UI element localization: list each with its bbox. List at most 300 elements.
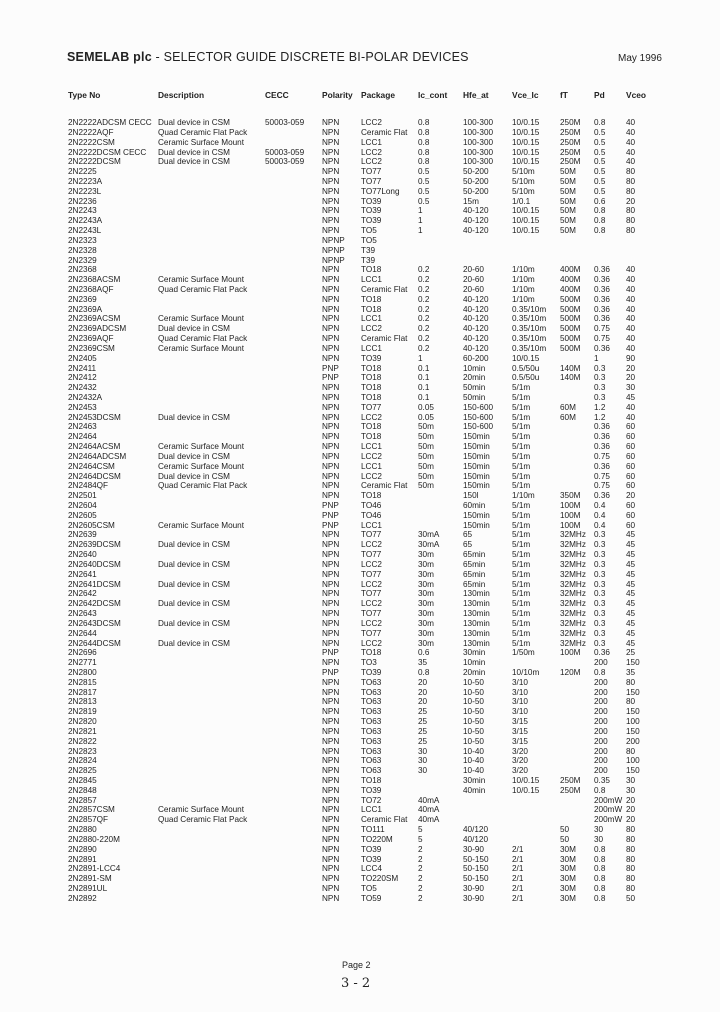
cell-package: TO18 bbox=[361, 294, 382, 304]
cell-vceo: 30 bbox=[626, 785, 636, 795]
cell-vceo: 20 bbox=[626, 805, 636, 815]
cell-vceo: 60 bbox=[626, 422, 636, 432]
cell-ic-cont: 50m bbox=[418, 451, 434, 461]
cell-type-no: 2N2848 bbox=[68, 785, 97, 795]
cell-polarity: NPN bbox=[322, 530, 340, 540]
cell-hfe-at: 50-200 bbox=[463, 186, 489, 196]
cell-hfe-at: 10-40 bbox=[463, 756, 484, 766]
cell-ft: 250M bbox=[560, 118, 581, 127]
cell-type-no: 2N2643 bbox=[68, 609, 97, 618]
cell-polarity: NPN bbox=[322, 540, 340, 550]
cell-polarity: NPN bbox=[322, 726, 340, 736]
cell-package: TO63 bbox=[361, 756, 382, 766]
cell-ic-cont: 30m bbox=[418, 559, 434, 569]
cell-hfe-at: 40/120 bbox=[463, 834, 489, 844]
cell-polarity: NPN bbox=[322, 284, 340, 294]
cell-ic-cont: 40mA bbox=[418, 795, 440, 805]
cell-vce-ic: 5/1m bbox=[512, 540, 531, 550]
cell-vceo: 45 bbox=[626, 530, 636, 540]
cell-polarity: NPN bbox=[322, 864, 340, 874]
cell-ic-cont: 30m bbox=[418, 638, 434, 648]
table-row bbox=[0, 737, 720, 747]
cell-description: Dual device in CSM bbox=[158, 618, 230, 628]
cell-ft: 500M bbox=[560, 304, 581, 314]
table-row bbox=[0, 609, 720, 619]
cell-ft: 50M bbox=[560, 196, 576, 206]
cell-vceo: 60 bbox=[626, 501, 636, 510]
cell-package: LCC2 bbox=[361, 324, 382, 334]
cell-vceo: 30 bbox=[626, 383, 636, 393]
cell-vce-ic: 5/1m bbox=[512, 569, 531, 579]
cell-vce-ic: 10/10m bbox=[512, 667, 540, 677]
cell-ic-cont: 50m bbox=[418, 461, 434, 471]
cell-pd: 0.36 bbox=[594, 284, 610, 294]
cell-package: LCC1 bbox=[361, 442, 382, 452]
cell-type-no: 2N2329 bbox=[68, 255, 97, 265]
cell-pd: 0.3 bbox=[594, 589, 606, 599]
cell-polarity: NPN bbox=[322, 216, 340, 226]
cell-ic-cont: 0.2 bbox=[418, 275, 430, 285]
cell-polarity: NPN bbox=[322, 491, 340, 501]
cell-vceo: 80 bbox=[626, 854, 636, 864]
cell-polarity: NPN bbox=[322, 226, 340, 235]
cell-vce-ic: 5/10m bbox=[512, 176, 535, 186]
cell-type-no: 2N2464CSM bbox=[68, 461, 115, 471]
cell-ft: 50M bbox=[560, 226, 576, 235]
cell-ft: 400M bbox=[560, 284, 581, 294]
cell-type-no: 2N2453 bbox=[68, 402, 97, 412]
cell-pd: 0.36 bbox=[594, 265, 610, 275]
column-header-description: Description bbox=[158, 90, 205, 100]
column-header-cecc: CECC bbox=[265, 90, 289, 100]
page-number: Page 2 bbox=[342, 960, 371, 970]
cell-package: LCC2 bbox=[361, 579, 382, 589]
cell-hfe-at: 40-120 bbox=[463, 304, 489, 314]
cell-description: Dual device in CSM bbox=[158, 540, 230, 550]
cell-cecc: 50003-059 bbox=[265, 157, 305, 167]
table-row bbox=[0, 138, 720, 148]
cell-type-no: 2N2605 bbox=[68, 510, 97, 520]
cell-type-no: 2N2642 bbox=[68, 589, 97, 599]
cell-polarity: NPN bbox=[322, 471, 340, 481]
cell-ft: 30M bbox=[560, 854, 576, 864]
cell-package: TO63 bbox=[361, 766, 382, 776]
cell-polarity: NPN bbox=[322, 559, 340, 569]
cell-type-no: 2N2225 bbox=[68, 167, 97, 177]
cell-ft: 400M bbox=[560, 275, 581, 285]
cell-ft: 50M bbox=[560, 206, 576, 216]
table-row bbox=[0, 491, 720, 501]
cell-hfe-at: 150min bbox=[463, 510, 490, 520]
cell-ic-cont: 0.2 bbox=[418, 334, 430, 343]
cell-ic-cont: 0.6 bbox=[418, 648, 430, 658]
cell-polarity: NPNP bbox=[322, 255, 345, 265]
cell-ic-cont: 1 bbox=[418, 226, 423, 235]
cell-vceo: 20 bbox=[626, 196, 636, 206]
cell-ic-cont: 0.05 bbox=[418, 402, 434, 412]
cell-ft: 50M bbox=[560, 186, 576, 196]
cell-package: TO77 bbox=[361, 589, 382, 599]
cell-polarity: NPN bbox=[322, 609, 340, 618]
cell-pd: 0.36 bbox=[594, 275, 610, 285]
cell-package: LCC1 bbox=[361, 461, 382, 471]
cell-hfe-at: 10-50 bbox=[463, 697, 484, 707]
cell-ic-cont: 2 bbox=[418, 893, 423, 903]
cell-polarity: NPN bbox=[322, 638, 340, 648]
cell-vce-ic: 10/0.15 bbox=[512, 216, 540, 226]
cell-ft: 30M bbox=[560, 893, 576, 903]
cell-polarity: NPN bbox=[322, 334, 340, 343]
cell-ic-cont: 30mA bbox=[418, 540, 440, 550]
cell-pd: 0.3 bbox=[594, 373, 606, 383]
cell-type-no: 2N2368 bbox=[68, 265, 97, 275]
cell-type-no: 2N2823 bbox=[68, 746, 97, 756]
cell-package: TO18 bbox=[361, 648, 382, 658]
cell-pd: 0.3 bbox=[594, 530, 606, 540]
cell-vce-ic: 5/1m bbox=[512, 638, 531, 648]
cell-type-no: 2N2641DCSM bbox=[68, 579, 121, 589]
cell-hfe-at: 10-40 bbox=[463, 746, 484, 756]
cell-polarity: PNP bbox=[322, 501, 339, 510]
document-title: - SELECTOR GUIDE DISCRETE BI-POLAR DEVICES bbox=[155, 50, 469, 64]
table-row bbox=[0, 403, 720, 413]
cell-pd: 0.75 bbox=[594, 451, 610, 461]
cell-vceo: 40 bbox=[626, 157, 636, 167]
cell-vceo: 45 bbox=[626, 638, 636, 648]
cell-vceo: 80 bbox=[626, 864, 636, 874]
cell-package: LCC2 bbox=[361, 412, 382, 422]
cell-vce-ic: 5/10m bbox=[512, 186, 535, 196]
cell-type-no: 2N2813 bbox=[68, 697, 97, 707]
table-row bbox=[0, 786, 720, 796]
cell-vceo: 80 bbox=[626, 834, 636, 844]
cell-polarity: NPN bbox=[322, 432, 340, 442]
cell-package: Ceramic Flat bbox=[361, 481, 408, 491]
cell-polarity: PNP bbox=[322, 648, 339, 658]
cell-vceo: 45 bbox=[626, 599, 636, 609]
cell-vce-ic: 3/10 bbox=[512, 687, 528, 697]
cell-vce-ic: 3/15 bbox=[512, 717, 528, 726]
cell-vce-ic: 2/1 bbox=[512, 864, 524, 874]
cell-description: Quad Ceramic Flat Pack bbox=[158, 127, 248, 137]
cell-package: TO77 bbox=[361, 550, 382, 560]
column-header-vce-ic: Vce_Ic bbox=[512, 90, 539, 100]
table-row bbox=[0, 560, 720, 570]
cell-vceo: 80 bbox=[626, 884, 636, 893]
cell-ic-cont: 2 bbox=[418, 844, 423, 854]
cell-ft: 30M bbox=[560, 864, 576, 874]
cell-vce-ic: 3/15 bbox=[512, 736, 528, 746]
cell-type-no: 2N2369AQF bbox=[68, 334, 114, 343]
table-row bbox=[0, 570, 720, 580]
cell-ic-cont: 0.5 bbox=[418, 167, 430, 177]
table-row bbox=[0, 177, 720, 187]
table-row bbox=[0, 727, 720, 737]
cell-hfe-at: 10-50 bbox=[463, 677, 484, 687]
cell-ic-cont: 25 bbox=[418, 726, 428, 736]
cell-ic-cont: 25 bbox=[418, 717, 428, 726]
cell-polarity: NPN bbox=[322, 137, 340, 147]
cell-type-no: 2N2644 bbox=[68, 628, 97, 638]
cell-vce-ic: 10/0.15 bbox=[512, 127, 540, 137]
cell-pd: 0.75 bbox=[594, 481, 610, 491]
cell-package: TO77 bbox=[361, 167, 382, 177]
cell-ic-cont: 0.05 bbox=[418, 412, 434, 422]
cell-pd: 0.36 bbox=[594, 343, 610, 353]
cell-pd: 0.3 bbox=[594, 540, 606, 550]
cell-hfe-at: 10-50 bbox=[463, 736, 484, 746]
cell-polarity: NPN bbox=[322, 707, 340, 717]
cell-ic-cont: 0.8 bbox=[418, 147, 430, 157]
cell-vce-ic: 0.5/50u bbox=[512, 363, 540, 373]
cell-hfe-at: 130min bbox=[463, 618, 490, 628]
cell-package: TO63 bbox=[361, 697, 382, 707]
cell-hfe-at: 40-120 bbox=[463, 324, 489, 334]
cell-description: Ceramic Surface Mount bbox=[158, 314, 245, 324]
table-row bbox=[0, 668, 720, 678]
cell-vce-ic: 3/20 bbox=[512, 756, 528, 766]
cell-vce-ic: 0.35/10m bbox=[512, 314, 547, 324]
cell-pd: 0.3 bbox=[594, 638, 606, 648]
cell-package: TO39 bbox=[361, 854, 382, 864]
cell-package: TO111 bbox=[361, 825, 385, 834]
cell-ft: 60M bbox=[560, 402, 576, 412]
table-row bbox=[0, 393, 720, 403]
cell-ic-cont: 50m bbox=[418, 481, 434, 491]
cell-package: TO77 bbox=[361, 569, 382, 579]
table-row bbox=[0, 373, 720, 383]
cell-polarity: PNP bbox=[322, 520, 339, 530]
cell-type-no: 2N2223L bbox=[68, 186, 102, 196]
cell-description: Dual device in CSM bbox=[158, 559, 230, 569]
cell-ic-cont: 2 bbox=[418, 874, 423, 884]
table-row bbox=[0, 815, 720, 825]
cell-type-no: 2N2222CSM bbox=[68, 137, 115, 147]
cell-pd: 0.3 bbox=[594, 393, 606, 402]
cell-type-no: 2N2464 bbox=[68, 432, 97, 442]
cell-package: TO46 bbox=[361, 510, 382, 520]
cell-hfe-at: 10-50 bbox=[463, 687, 484, 697]
cell-type-no: 2N2771 bbox=[68, 658, 97, 668]
cell-description: Dual device in CSM bbox=[158, 412, 230, 422]
cell-package: TO18 bbox=[361, 265, 382, 275]
cell-pd: 0.36 bbox=[594, 422, 610, 432]
cell-vceo: 60 bbox=[626, 461, 636, 471]
cell-ft: 30M bbox=[560, 874, 576, 884]
cell-package: LCC1 bbox=[361, 343, 382, 353]
table-row bbox=[0, 206, 720, 216]
cell-ft: 500M bbox=[560, 334, 581, 343]
cell-polarity: NPN bbox=[322, 314, 340, 324]
cell-type-no: 2N2644DCSM bbox=[68, 638, 121, 648]
cell-hfe-at: 130min bbox=[463, 628, 490, 638]
cell-hfe-at: 40min bbox=[463, 785, 486, 795]
cell-ic-cont: 20 bbox=[418, 697, 428, 707]
cell-type-no: 2N2323 bbox=[68, 235, 97, 245]
table-row bbox=[0, 305, 720, 315]
cell-type-no: 2N2891-SM bbox=[68, 874, 112, 884]
cell-cecc: 50003-059 bbox=[265, 147, 305, 157]
cell-type-no: 2N2825 bbox=[68, 766, 97, 776]
cell-pd: 200 bbox=[594, 687, 608, 697]
cell-package: TO18 bbox=[361, 491, 382, 501]
cell-package: TO77 bbox=[361, 402, 382, 412]
cell-ic-cont: 0.2 bbox=[418, 314, 430, 324]
cell-pd: 0.5 bbox=[594, 176, 606, 186]
cell-ic-cont: 25 bbox=[418, 736, 428, 746]
cell-package: LCC2 bbox=[361, 559, 382, 569]
cell-type-no: 2N2817 bbox=[68, 687, 97, 697]
cell-polarity: NPN bbox=[322, 589, 340, 599]
cell-ic-cont: 0.2 bbox=[418, 304, 430, 314]
cell-description: Quad Ceramic Flat Pack bbox=[158, 815, 248, 825]
cell-package: TO63 bbox=[361, 707, 382, 717]
table-row bbox=[0, 216, 720, 226]
cell-description: Dual device in CSM bbox=[158, 599, 230, 609]
table-row bbox=[0, 265, 720, 275]
cell-vce-ic: 1/10m bbox=[512, 491, 535, 501]
cell-package: TO77 bbox=[361, 530, 382, 540]
cell-ic-cont: 30 bbox=[418, 756, 428, 766]
cell-ft: 500M bbox=[560, 343, 581, 353]
column-header-pd: Pd bbox=[594, 90, 605, 100]
cell-ic-cont: 1 bbox=[418, 353, 423, 363]
cell-ic-cont: 0.5 bbox=[418, 176, 430, 186]
table-row bbox=[0, 275, 720, 285]
table-row bbox=[0, 688, 720, 698]
cell-polarity: NPN bbox=[322, 167, 340, 177]
cell-ic-cont: 2 bbox=[418, 884, 423, 893]
cell-type-no: 2N2822 bbox=[68, 736, 97, 746]
cell-ic-cont: 50m bbox=[418, 471, 434, 481]
cell-pd: 0.4 bbox=[594, 501, 606, 510]
cell-hfe-at: 150min bbox=[463, 471, 490, 481]
company-name: SEMELAB plc bbox=[67, 50, 152, 64]
cell-type-no: 2N2819 bbox=[68, 707, 97, 717]
column-header-type-no: Type No bbox=[68, 90, 101, 100]
cell-description: Ceramic Surface Mount bbox=[158, 137, 245, 147]
cell-ft: 32MHz bbox=[560, 559, 586, 569]
cell-vceo: 60 bbox=[626, 451, 636, 461]
cell-type-no: 2N2891UL bbox=[68, 884, 108, 893]
cell-vceo: 150 bbox=[626, 658, 640, 668]
cell-type-no: 2N2328 bbox=[68, 245, 97, 255]
cell-ft: 250M bbox=[560, 775, 581, 785]
table-row bbox=[0, 639, 720, 649]
cell-type-no: 2N2411 bbox=[68, 363, 97, 373]
cell-polarity: NPN bbox=[322, 825, 340, 834]
cell-ft: 32MHz bbox=[560, 530, 586, 540]
cell-package: LCC2 bbox=[361, 157, 382, 167]
table-row bbox=[0, 678, 720, 688]
cell-hfe-at: 40-120 bbox=[463, 343, 489, 353]
cell-package: LCC1 bbox=[361, 314, 382, 324]
cell-vceo: 20 bbox=[626, 373, 636, 383]
cell-vceo: 40 bbox=[626, 343, 636, 353]
cell-ft: 350M bbox=[560, 491, 581, 501]
cell-vceo: 45 bbox=[626, 393, 636, 402]
table-row bbox=[0, 481, 720, 491]
cell-pd: 0.5 bbox=[594, 167, 606, 177]
cell-hfe-at: 130min bbox=[463, 609, 490, 618]
cell-polarity: NPNP bbox=[322, 245, 345, 255]
cell-vceo: 45 bbox=[626, 609, 636, 618]
table-row bbox=[0, 236, 720, 246]
cell-vceo: 25 bbox=[626, 648, 636, 658]
cell-polarity: NPN bbox=[322, 717, 340, 726]
cell-polarity: NPN bbox=[322, 599, 340, 609]
document-date: May 1996 bbox=[618, 53, 662, 64]
cell-polarity: NPN bbox=[322, 196, 340, 206]
cell-type-no: 2N2501 bbox=[68, 491, 97, 501]
cell-ft: 500M bbox=[560, 324, 581, 334]
cell-description: Ceramic Surface Mount bbox=[158, 520, 245, 530]
cell-type-no: 2N2222ADCSM CECC bbox=[68, 118, 152, 127]
cell-vceo: 80 bbox=[626, 206, 636, 216]
cell-pd: 200 bbox=[594, 736, 608, 746]
cell-vce-ic: 5/1m bbox=[512, 383, 531, 393]
cell-vceo: 45 bbox=[626, 589, 636, 599]
cell-vceo: 45 bbox=[626, 540, 636, 550]
cell-hfe-at: 30min bbox=[463, 648, 486, 658]
cell-polarity: NPN bbox=[322, 393, 340, 402]
table-row bbox=[0, 364, 720, 374]
cell-pd: 30 bbox=[594, 834, 604, 844]
cell-package: Ceramic Flat bbox=[361, 127, 408, 137]
table-row bbox=[0, 246, 720, 256]
cell-polarity: NPN bbox=[322, 304, 340, 314]
cell-hfe-at: 30-90 bbox=[463, 893, 484, 903]
cell-package: TO63 bbox=[361, 687, 382, 697]
cell-ft: 140M bbox=[560, 363, 581, 373]
cell-hfe-at: 40-120 bbox=[463, 334, 489, 343]
cell-polarity: NPN bbox=[322, 265, 340, 275]
table-row bbox=[0, 452, 720, 462]
cell-description: Dual device in CSM bbox=[158, 157, 230, 167]
cell-hfe-at: 60-200 bbox=[463, 353, 489, 363]
cell-type-no: 2N2432 bbox=[68, 383, 97, 393]
cell-vceo: 40 bbox=[626, 127, 636, 137]
cell-vceo: 45 bbox=[626, 569, 636, 579]
cell-pd: 200mW bbox=[594, 805, 623, 815]
cell-ic-cont: 5 bbox=[418, 825, 423, 834]
cell-vceo: 150 bbox=[626, 687, 640, 697]
cell-type-no: 2N2369CSM bbox=[68, 343, 115, 353]
cell-vce-ic: 1/10m bbox=[512, 275, 535, 285]
table-row bbox=[0, 501, 720, 511]
cell-vce-ic: 3/10 bbox=[512, 707, 528, 717]
cell-vce-ic: 5/1m bbox=[512, 481, 531, 491]
cell-type-no: 2N2369ACSM bbox=[68, 314, 121, 324]
cell-hfe-at: 100-300 bbox=[463, 118, 494, 127]
cell-vceo: 60 bbox=[626, 510, 636, 520]
cell-pd: 0.3 bbox=[594, 579, 606, 589]
cell-hfe-at: 100-300 bbox=[463, 147, 494, 157]
cell-ft: 32MHz bbox=[560, 589, 586, 599]
cell-hfe-at: 150min bbox=[463, 432, 490, 442]
cell-type-no: 2N2824 bbox=[68, 756, 97, 766]
cell-package: LCC2 bbox=[361, 618, 382, 628]
table-row bbox=[0, 256, 720, 266]
cell-pd: 0.3 bbox=[594, 363, 606, 373]
cell-hfe-at: 40-120 bbox=[463, 216, 489, 226]
cell-vce-ic: 5/1m bbox=[512, 530, 531, 540]
cell-description: Ceramic Surface Mount bbox=[158, 461, 245, 471]
cell-type-no: 2N2412 bbox=[68, 373, 97, 383]
table-row bbox=[0, 472, 720, 482]
document-header bbox=[67, 50, 469, 64]
cell-polarity: NPN bbox=[322, 805, 340, 815]
